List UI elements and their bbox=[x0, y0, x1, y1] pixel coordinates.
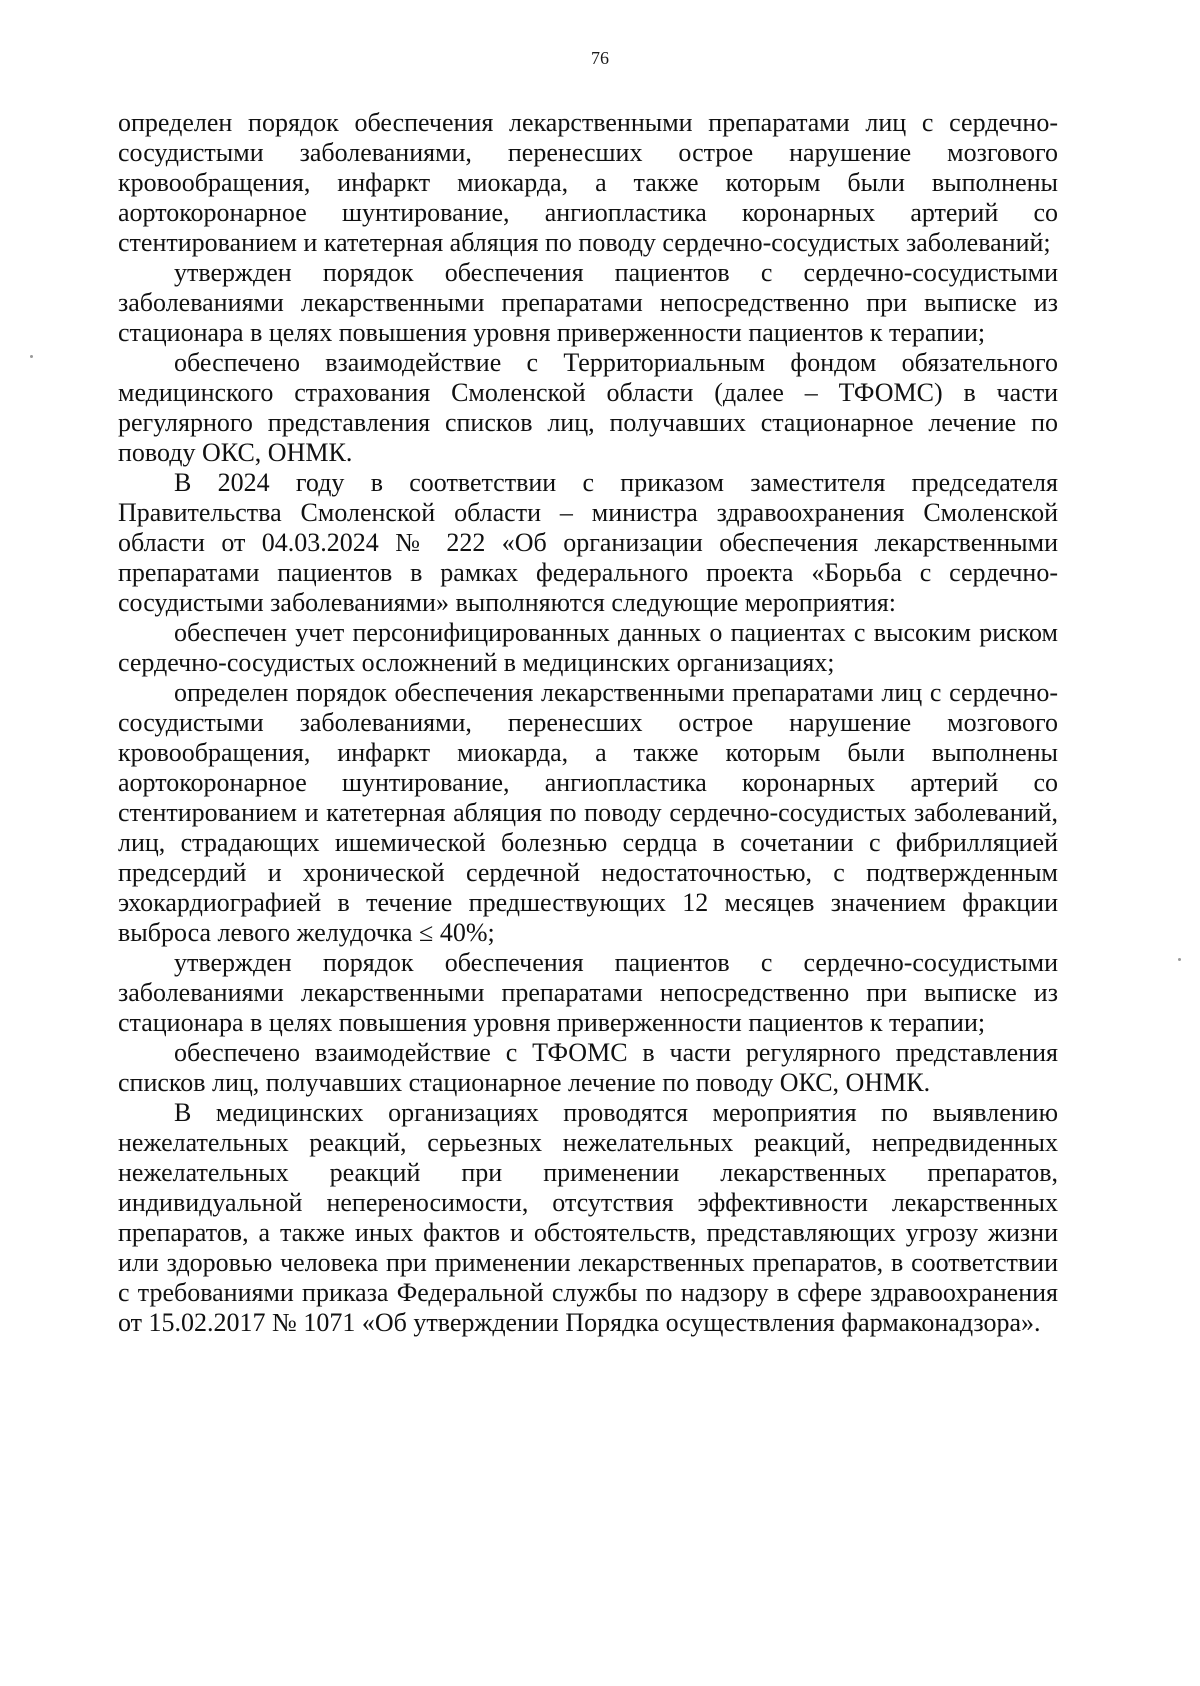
page-number: 76 bbox=[591, 48, 609, 68]
scan-dot bbox=[1178, 958, 1181, 961]
paragraph: В 2024 году в соответствии с приказом заместителя председателя Правительства Смоленской области – министра здравоохранения Смоленской области от 04.03.2024 № 222 «Об организации обеспечения лекарственными препаратами пациентов в рамках федерального проекта «Борьба с сердечно-сосудистыми заболеваниями» выполняются следующие мероприятия: bbox=[118, 468, 1058, 617]
paragraph: утвержден порядок обеспечения пациентов с сердечно-сосудистыми заболеваниями лекарственными препаратами непосредственно при выписке из стационара в целях повышения уровня приверженности пациентов к терапии; bbox=[118, 948, 1058, 1037]
paragraph: обеспечено взаимодействие с Территориальным фондом обязательного медицинского страхования Смоленской области (далее – ТФОМС) в части регулярного представления списков лиц, получавших стационарное лечение по поводу ОКС, ОНМК. bbox=[118, 348, 1058, 467]
document-body bbox=[118, 108, 1058, 1338]
paragraph: В медицинских организациях проводятся мероприятия по выявлению нежелательных реакций, серьезных нежелательных реакций, непредвиденных нежелательных реакций при применении лекарственных препаратов, индивидуальной непереносимости, отсутствия эффективности лекарственных препаратов, а также иных фактов и обстоятельств, представляющих угрозу жизни или здоровью человека при применении лекарственных препаратов, в соответствии с требованиями приказа Федеральной службы по надзору в сфере здравоохранения от 15.02.2017 № 1071 «Об утверждении Порядка осуществления фармаконадзора». bbox=[118, 1098, 1058, 1337]
paragraph: обеспечен учет персонифицированных данных о пациентах с высоким риском сердечно-сосудистых осложнений в медицинских организациях; bbox=[118, 618, 1058, 677]
scan-dot bbox=[30, 355, 33, 358]
paragraph: определен порядок обеспечения лекарственными препаратами лиц с сердечно-сосудистыми заболеваниями, перенесших острое нарушение мозгового кровообращения, инфаркт миокарда, а также которым были выполнены аортокоронарное шунтирование, ангиопластика коронарных артерий со стентированием и катетерная абляция по поводу сердечно-сосудистых заболеваний; bbox=[118, 108, 1058, 257]
paragraph: утвержден порядок обеспечения пациентов с сердечно-сосудистыми заболеваниями лекарственными препаратами непосредственно при выписке из стационара в целях повышения уровня приверженности пациентов к терапии; bbox=[118, 258, 1058, 347]
paragraph: обеспечено взаимодействие с ТФОМС в части регулярного представления списков лиц, получавших стационарное лечение по поводу ОКС, ОНМК. bbox=[118, 1038, 1058, 1097]
paragraph: определен порядок обеспечения лекарственными препаратами лиц с сердечно-сосудистыми заболеваниями, перенесших острое нарушение мозгового кровообращения, инфаркт миокарда, а также которым были выполнены аортокоронарное шунтирование, ангиопластика коронарных артерий со стентированием и катетерная абляция по поводу сердечно-сосудистых заболеваний, лиц, страдающих ишемической болезнью сердца в сочетании с фибрилляцией предсердий и хронической сердечной недостаточностью, с подтвержденным эхокардиографией в течение предшествующих 12 месяцев значением фракции выброса левого желудочка ≤ 40%; bbox=[118, 678, 1058, 947]
